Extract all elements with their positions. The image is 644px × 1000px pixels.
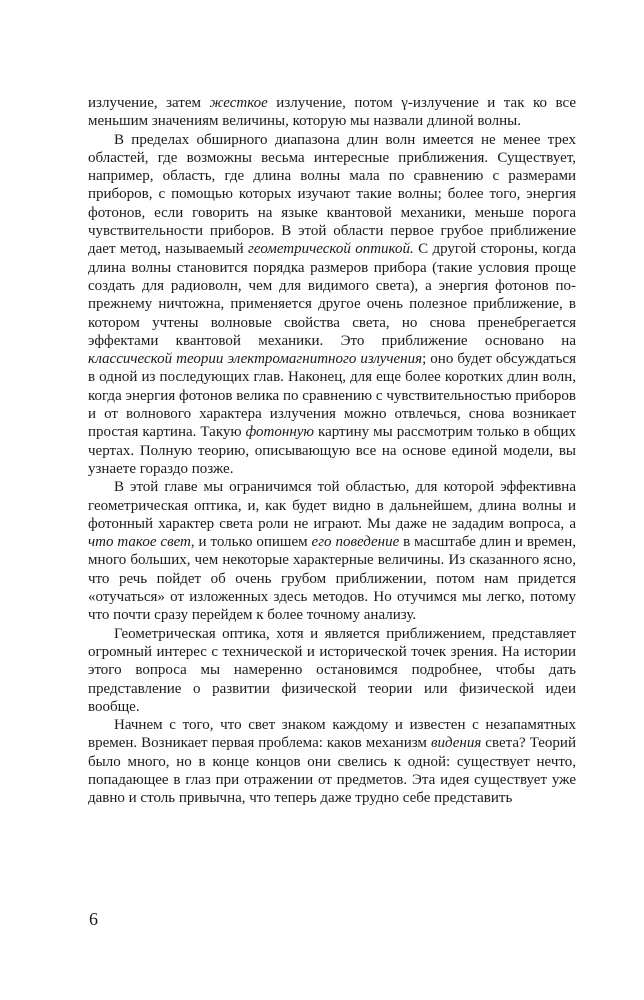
- text-run: ; оно будет обсуждаться в одной из последующих глав. Наконец, для еще более коротких длин волн, когда энергия фотонов велика по сравнению с чувствительностью приборов и от волнового характера излучения можно отвлечься, снова возникает простая картина. Такую: [88, 351, 576, 441]
- text-run: С другой стороны, когда длина волны становится порядка размеров прибора (такие условия проще создать для радиоволн, чем для видимого света), а энергия фотонов по-прежнему ничтожна, применяется другое очень полезное приближение, в котором учтены волновые свойства света, но снова пренебрегается эффектами квантовой механики. Это приближение основано на: [88, 241, 576, 349]
- italic-run: геометрической оптикой.: [248, 241, 414, 258]
- text-run: в масштабе длин и времен, много больших, чем некоторые характерные величины. Из сказанного ясно, что речь пойдет об очень грубом приближении, потом нам придется «отучаться» от изложенных здесь методов. Но отучимся мы легко, потому что почти сразу перейдем к более точному анализу.: [88, 534, 576, 624]
- text-run: , и только опишем: [190, 534, 312, 551]
- italic-run: что такое свет: [88, 534, 191, 551]
- text-run: картину мы рассмотрим только в общих чертах. Полную теорию, описывающую все на основе единой модели, вы узнаете гораздо позже.: [88, 424, 577, 477]
- paragraph: [88, 625, 576, 716]
- text-run: В пределах обширного диапазона длин волн имеется не менее трех областей, где возможны весьма интересные приближения. Существует, например, область, где длина волны мала по сравнению с размерами приборов, с помощью которых изучают такие волны; более того, энергия фотонов, если говорить на языке квантовой механики, меньше порога чувствительности приборов. В этой области первое грубое приближение дает метод, называемый: [88, 131, 576, 258]
- body-text: [88, 94, 576, 808]
- text-run: излучение, потом γ-излучение и так ко все меньшим значениям величины, которую мы назвали длиной волны.: [88, 95, 576, 130]
- italic-run: классической теории электромагнитного излучения: [88, 351, 423, 368]
- italic-run: его поведение: [311, 534, 400, 551]
- text-run: В этой главе мы ограничимся той областью, для которой эффективна геометрическая оптика, и, как будет видно в дальнейшем, длина волны и фотонный характер света роли не играют. Мы даже не зададим вопроса, а: [88, 479, 576, 532]
- text-run: Начнем с того, что свет знаком каждому и известен с незапамятных времен. Возникает первая проблема: каков механизм: [88, 717, 576, 752]
- paragraph: [88, 716, 576, 807]
- paragraph: [88, 478, 576, 624]
- text-run: Геометрическая оптика, хотя и является приближением, представляет огромный интерес с технической и исторической точек зрения. На истории этого вопроса мы намеренно остановимся подробнее, чтобы дать представление о развитии физической теории или физической идеи вообще.: [88, 625, 576, 715]
- page-number: 6: [89, 909, 98, 929]
- text-run: света? Теорий было много, но в конце концов они свелись к одной: существует нечто, попадающее в глаз при отражении от предметов. Эта идея существует уже давно и столь привычна, что теперь даже трудно себе представить: [88, 735, 576, 807]
- text-run: излучение, затем: [88, 95, 210, 111]
- italic-run: видения: [430, 735, 482, 752]
- paragraph: [88, 131, 576, 479]
- italic-run: жесткое: [209, 95, 268, 111]
- paragraph: [88, 94, 576, 131]
- italic-run: фотонную: [245, 424, 315, 441]
